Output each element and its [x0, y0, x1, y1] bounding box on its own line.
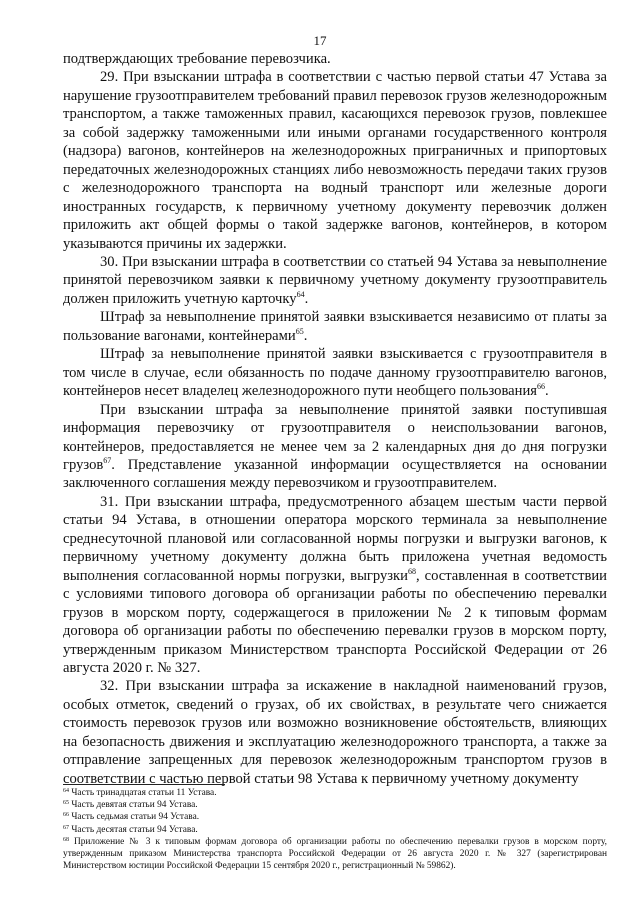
paragraph [63, 677, 607, 788]
text-run: При взыскании штрафа за невыполнение принятой заявки поступившая информация перевозчику от грузоотправителя о неиспользовании вагонов, контейнеров, предоставляется не менее чем за 2 календарных дня до дня погрузки грузов [63, 401, 607, 473]
text-run: . [304, 290, 309, 307]
footnote-number: 64 [63, 788, 69, 794]
text-run: 32. При взыскании штрафа за искажение в накладной наименований грузов, особых отметок, сведений о грузах, об их свойствах, в результате чего снижается стоимость перевозок грузов или возможно возникновение обстоятельств, влияющих на безопасность движения и эксплуатацию железнодорожного транспорта, а также за отправление запрещенных для перевозок железнодорожным транспортом грузов в соответствии с частью первой статьи 98 Устава к первичному учетному документу [63, 678, 607, 787]
text-run: . [544, 383, 549, 400]
footnote [63, 787, 607, 799]
text-run: . Представление указанной информации осуществляется на основании заключенного соглашения между перевозчиком и грузоотправителем. [63, 456, 607, 492]
text-run: Штраф за невыполнение принятой заявки взыскивается независимо от платы за пользование вагонами, контейнерами [63, 309, 607, 344]
footnotes-block [63, 787, 607, 872]
footnote-number: 66 [63, 812, 69, 819]
text-run: , составленная в соответствии с условиями типового договора об организации работы по обеспечению перевалки грузов в морском порту, содержащегося в приложении № 2 к типовым формам договора об организации работы по обеспечению перевалки грузов в морском порту, утвержденным приказом Министерством транспорта Российской Федерации от 26 августа 2020 г. № 327. [63, 567, 607, 676]
paragraph [63, 50, 607, 68]
text-run: . [303, 327, 308, 344]
page-number: 17 [313, 33, 327, 48]
footnote-text: Часть десятая статьи 94 Устава. [69, 824, 198, 835]
footnote [63, 799, 607, 811]
text-run: 31. При взыскании штрафа, предусмотренного абзацем шестым части первой статьи 94 Устава, в отношении оператора морского терминала за невыполнение среднесуточной плановой или согласованной нормы погрузки и выгрузки вагонов, к первичному учетному документу должна быть приложена учетная ведомость выполнения согласованной нормы погрузки, выгрузки [63, 493, 607, 584]
paragraph [63, 308, 607, 345]
footnote [63, 836, 607, 873]
footnote-number: 65 [63, 800, 69, 807]
paragraph [63, 401, 607, 493]
footnote-reference: 67 [103, 455, 112, 465]
footnote-text: Приложение № 3 к типовым формам договора об организации работы по обеспечению перевалки грузов в морском порту, утвержденным приказом Министерства транспорта Российской Федерации от 26 августа 2020 г. № 327 (зарегистрирован Министерством юстиции Российской Федерации 15 сентября 2020 г., регистрационный № 59862). [63, 836, 607, 872]
paragraph [63, 345, 607, 400]
footnote-number: 68 [63, 836, 69, 843]
footnote-text: Часть девятая статьи 94 Устава. [69, 800, 198, 811]
text-run: Штраф за невыполнение принятой заявки взыскивается с грузоотправителя в том числе в случае, если обязанность по подаче данному грузоотправителю вагонов, контейнеров несет владелец железнодорожного пути необщего пользования [63, 346, 607, 400]
text-run: подтверждающих требование перевозчика. [63, 51, 331, 67]
footnote-reference: 65 [295, 326, 304, 336]
paragraph [63, 253, 607, 308]
footnote-separator [63, 784, 225, 785]
footnote-text: Часть седьмая статьи 94 Устава. [69, 812, 200, 823]
text-run: 30. При взыскании штрафа в соответствии со статьей 94 Устава за невыполнение принятой перевозчиком заявки к первичному учетному документу грузоотправитель должен приложить учетную карточку [63, 253, 607, 307]
main-text [63, 50, 607, 788]
paragraph [63, 68, 607, 253]
paragraph [63, 493, 607, 678]
footnote-text: Часть тринадцатая статьи 11 Устава. [69, 788, 217, 798]
footnote-number: 67 [63, 824, 69, 831]
footnote-reference: 66 [536, 382, 545, 392]
footnote [63, 811, 607, 823]
footnote-reference: 68 [407, 566, 416, 576]
text-run: 29. При взыскании штрафа в соответствии с частью первой статьи 47 Устава за нарушение грузоотправителем требований правил перевозок грузов железнодорожным транспортом, а также таможенных правил, касающихся перевозок грузов, повлекшее за собой задержку таможенными или иными органами государственного контроля (надзора) вагонов, контейнеров на железнодорожных приграничных и припортовых передаточных железнодорожных станциях либо невозможность передачи таких грузов с железнодорожного транспорта на водный транспорт или железные дороги иностранных государств, к первичному учетному документу перевозчик должен приложить акт общей формы о такой задержке вагонов, контейнеров, в котором указываются причины их задержки. [63, 69, 607, 252]
footnote [63, 824, 607, 836]
footnote-reference: 64 [296, 289, 305, 299]
